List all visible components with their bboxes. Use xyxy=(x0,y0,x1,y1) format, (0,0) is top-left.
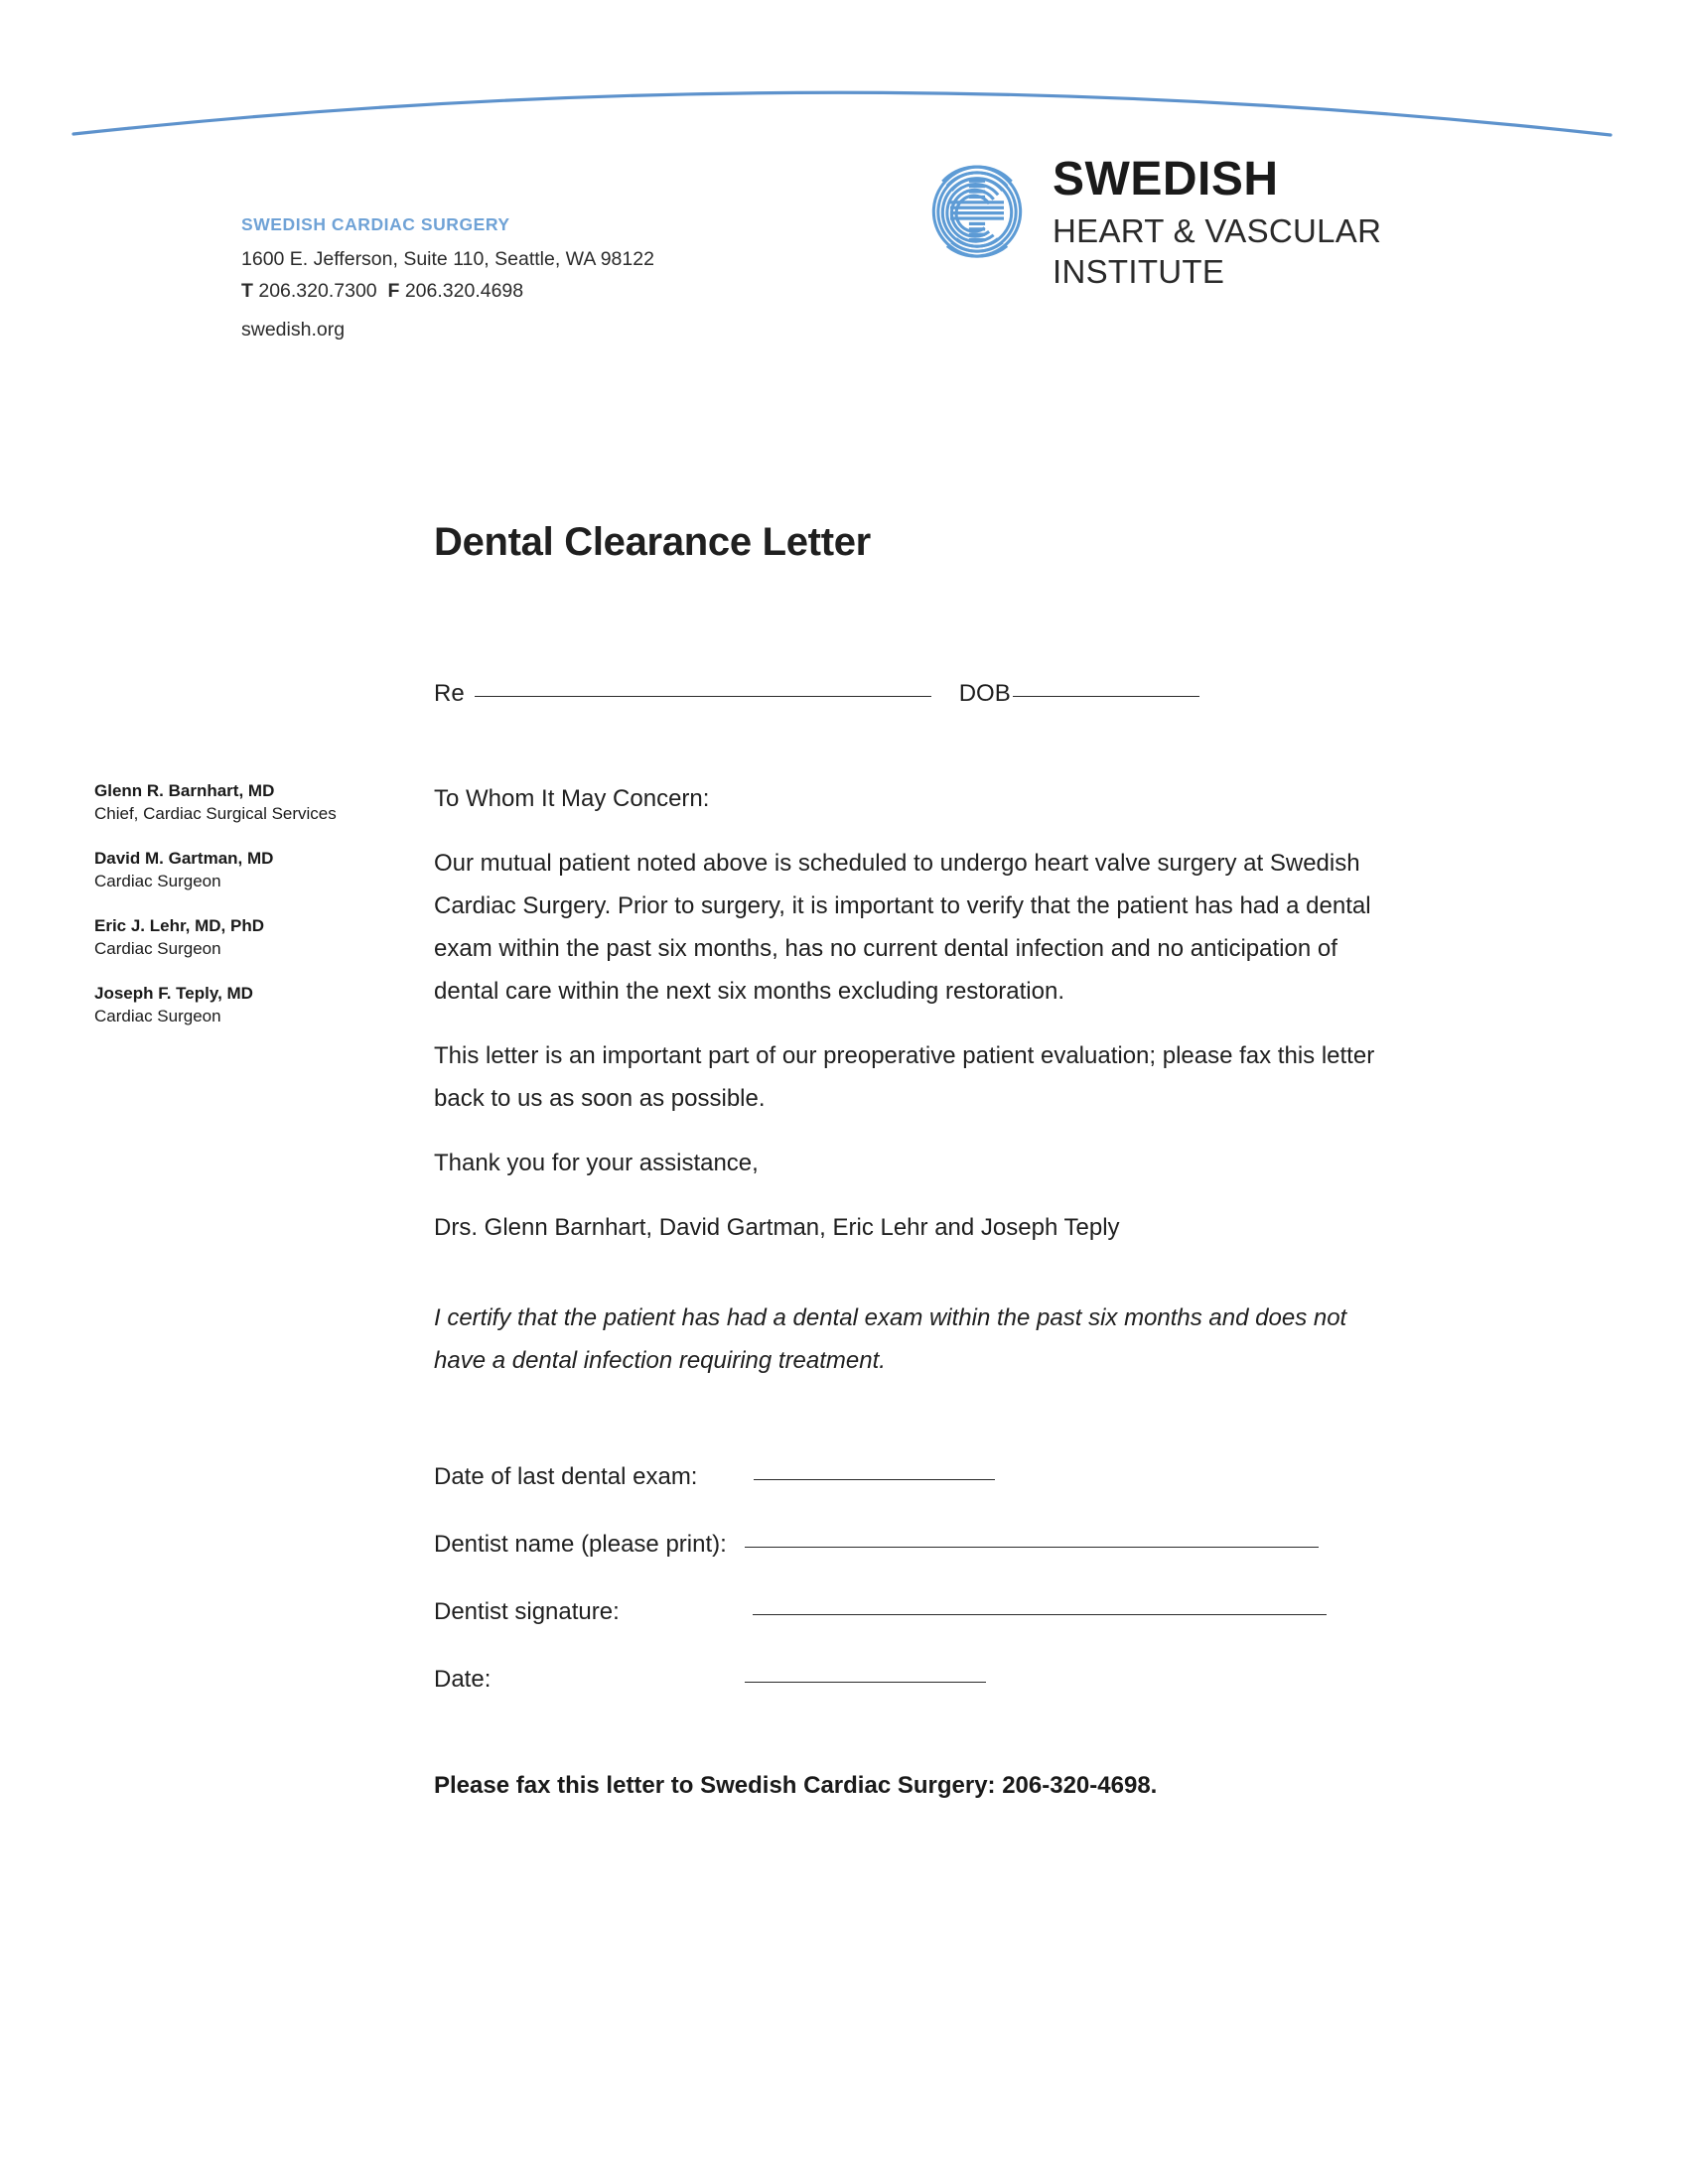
phone-prefix: T xyxy=(241,280,253,303)
fax-instruction-note: Please fax this letter to Swedish Cardiac Surgery: 206-320-4698. xyxy=(434,1772,1158,1799)
brand-subline-1: HEART & VASCULAR xyxy=(1053,212,1382,249)
list-item xyxy=(94,983,382,1028)
last-exam-date-input-line[interactable] xyxy=(754,1479,995,1480)
letterhead-website: swedish.org xyxy=(241,318,346,341)
field-row-last-exam-date xyxy=(434,1463,1387,1531)
list-item xyxy=(94,780,382,826)
certification-statement: I certify that the patient has had a dental exam within the past six months and does not have a dental infection requiring treatment. xyxy=(434,1304,1347,1374)
field-label: Date: xyxy=(434,1666,492,1693)
signature-date-input-line[interactable] xyxy=(745,1682,986,1683)
field-row-dentist-name xyxy=(434,1531,1387,1598)
fax-number: 206.320.4698 xyxy=(404,280,524,303)
letterhead-block xyxy=(241,214,758,347)
brand-logo-text xyxy=(1053,154,1381,292)
physician-list xyxy=(94,780,382,1028)
physician-role: Cardiac Surgeon xyxy=(94,938,221,958)
physician-name: David M. Gartman, MD xyxy=(94,848,274,868)
dob-input-line[interactable] xyxy=(1013,696,1199,697)
letterhead-phone-fax xyxy=(241,277,758,306)
letter-paragraph-1: Our mutual patient noted above is scheduled to undergo heart valve surgery at Swedish Cardiac Surgery. Prior to surgery, it is important to verify that the patient has had a dental exam within the past six months, has no current dental infection and no anticipation of dental care within the next six months excluding restoration. xyxy=(434,850,1371,1005)
field-label: Dentist signature: xyxy=(434,1598,620,1625)
letter-body xyxy=(434,777,1377,1404)
dentist-signature-input-line[interactable] xyxy=(753,1614,1327,1615)
letterhead-org-name: SWEDISH CARDIAC SURGERY xyxy=(241,214,510,234)
re-input-line[interactable] xyxy=(475,696,931,697)
phone-number: 206.320.7300 xyxy=(258,280,377,303)
letter-salutation: To Whom It May Concern: xyxy=(434,785,710,812)
field-row-dentist-signature xyxy=(434,1598,1387,1666)
dob-label: DOB xyxy=(958,680,1011,707)
swedish-cross-swirl-logo-icon xyxy=(923,158,1031,265)
dentist-signoff-form xyxy=(434,1463,1387,1733)
re-label: Re xyxy=(434,680,465,707)
fax-prefix: F xyxy=(387,280,400,303)
list-item xyxy=(94,848,382,893)
brand-logo xyxy=(923,154,1381,292)
brand-subline-2: INSTITUTE xyxy=(1053,252,1225,290)
letterhead-address: 1600 E. Jefferson, Suite 110, Seattle, WA 98122 xyxy=(241,248,654,270)
letter-paragraph-2: This letter is an important part of our preoperative patient evaluation; please fax this letter back to us as soon as possible. xyxy=(434,1042,1375,1112)
patient-identification-row xyxy=(434,680,1387,708)
field-label: Date of last dental exam: xyxy=(434,1463,698,1490)
physician-role: Cardiac Surgeon xyxy=(94,1006,221,1025)
letter-signatories: Drs. Glenn Barnhart, David Gartman, Eric Lehr and Joseph Teply xyxy=(434,1214,1120,1241)
physician-role: Cardiac Surgeon xyxy=(94,871,221,890)
brand-name: SWEDISH xyxy=(1053,153,1279,205)
physician-name: Eric J. Lehr, MD, PhD xyxy=(94,915,264,935)
list-item xyxy=(94,915,382,961)
physician-role: Chief, Cardiac Surgical Services xyxy=(94,803,337,823)
physician-name: Glenn R. Barnhart, MD xyxy=(94,781,275,800)
header-arc-decoration xyxy=(0,55,1688,164)
field-row-signature-date xyxy=(434,1666,1387,1733)
dentist-name-input-line[interactable] xyxy=(745,1547,1319,1548)
physician-name: Joseph F. Teply, MD xyxy=(94,983,253,1003)
page-title: Dental Clearance Letter xyxy=(434,520,871,564)
letter-closing: Thank you for your assistance, xyxy=(434,1150,759,1176)
field-label: Dentist name (please print): xyxy=(434,1531,727,1558)
